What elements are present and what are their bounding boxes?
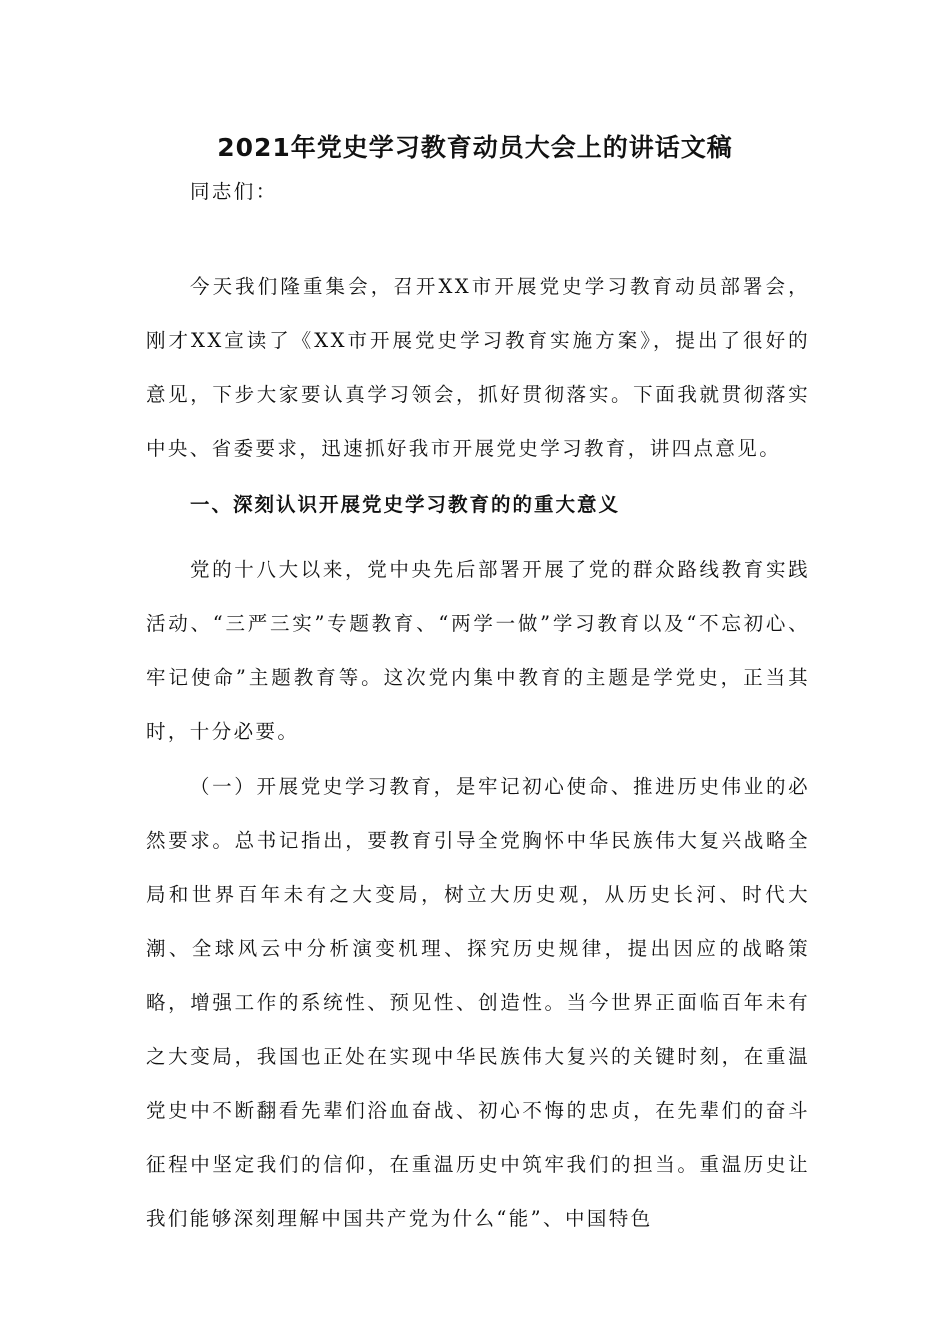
section-heading-1: 一、深刻认识开展党史学习教育的的重大意义 <box>190 493 621 516</box>
paragraph-intro: 今天我们隆重集会，召开XX市开展党史学习教育动员部署会，刚才XX宣读了《XX市开展党史学习教育实施方案》，提出了很好的意见，下步大家要认真学习领会，抓好贯彻落实。下面我就贯彻落实中央、省委要求，迅速抓好我市开展党史学习教育，讲四点意见。 <box>146 275 810 460</box>
document-title: 2021年党史学习教育动员大会上的讲话文稿 <box>217 133 733 162</box>
paragraph-section1-intro: 党的十八大以来，党中央先后部署开展了党的群众路线教育实践活动、“三严三实”专题教育、“两学一做”学习教育以及“不忘初心、牢记使命”主题教育等。这次党内集中教育的主题是学党史，正当其时，十分必要。 <box>146 558 810 743</box>
paragraph-subsection-1: （一）开展党史学习教育，是牢记初心使命、推进历史伟业的必然要求。总书记指出，要教育引导全党胸怀中华民族伟大复兴战略全局和世界百年未有之大变局，树立大历史观，从历史长河、时代大潮、全球风云中分析演变机理、探究历史规律，提出因应的战略策略，增强工作的系统性、预见性、创造性。当今世界正面临百年未有之大变局，我国也正处在实现中华民族伟大复兴的关键时刻，在重温党史中不断翻看先辈们浴血奋战、初心不悔的忠贞，在先辈们的奋斗征程中坚定我们的信仰，在重温历史中筑牢我们的担当。重温历史让我们能够深刻理解中国共产党为什么“能”、中国特色 <box>146 775 810 1230</box>
salutation: 同志们： <box>190 180 278 203</box>
